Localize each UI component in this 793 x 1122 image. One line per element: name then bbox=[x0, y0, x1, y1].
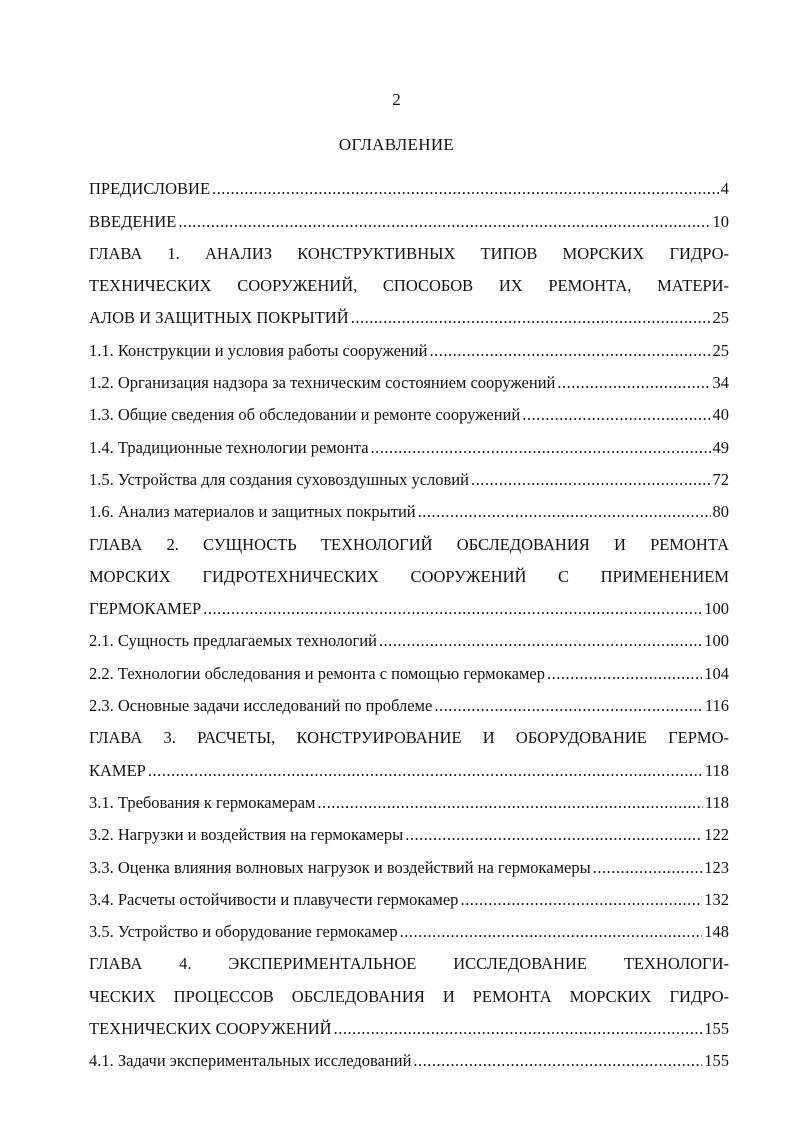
toc-page-number: 34 bbox=[712, 373, 729, 393]
toc-dot-leader bbox=[522, 404, 710, 426]
toc-title: ОГЛАВЛЕНИЕ bbox=[338, 135, 455, 154]
toc-page-number: 155 bbox=[704, 1019, 729, 1039]
toc-entry-title: АЛОВ И ЗАЩИТНЫХ ПОКРЫТИЙ bbox=[89, 308, 349, 328]
toc-entry bbox=[89, 1040, 729, 1072]
toc-entry bbox=[89, 523, 729, 555]
toc-dot-leader bbox=[334, 1018, 703, 1040]
table-of-contents bbox=[89, 168, 729, 1072]
page-number: 2 bbox=[392, 90, 401, 109]
toc-entry-title: 2.2. Технологии обследования и ремонта с помощью гермокамер bbox=[89, 663, 545, 683]
toc-entry-title: 3.5. Устройство и оборудование гермокамер bbox=[89, 922, 398, 942]
toc-entry-title: ГЛАВА 2. СУЩНОСТЬ ТЕХНОЛОГИЙ ОБСЛЕДОВАНИЯ И РЕМОНТА bbox=[89, 534, 729, 554]
toc-entry-title: ГЛАВА 3. РАСЧЕТЫ, КОНСТРУИРОВАНИЕ И ОБОРУДОВАНИЕ ГЕРМО- bbox=[89, 728, 729, 748]
toc-page-number: 100 bbox=[704, 599, 729, 619]
toc-page-number: 25 bbox=[712, 340, 729, 360]
toc-entry bbox=[89, 879, 729, 911]
toc-dot-leader bbox=[557, 372, 710, 394]
toc-entry-title: ТЕХНИЧЕСКИХ СООРУЖЕНИЙ bbox=[89, 1019, 332, 1039]
toc-entry-title: 1.6. Анализ материалов и защитных покрытий bbox=[89, 502, 416, 522]
toc-entry bbox=[89, 588, 729, 620]
toc-entry-title: 1.3. Общие сведения об обследовании и ремонте сооружений bbox=[89, 405, 521, 425]
toc-page-number: 116 bbox=[704, 696, 729, 716]
toc-entry-title: 3.2. Нагрузки и воздействия на гермокамеры bbox=[89, 825, 404, 845]
toc-page-number: 10 bbox=[712, 211, 729, 231]
toc-dot-leader bbox=[148, 760, 703, 782]
toc-entry-title: ЧЕСКИХ ПРОЦЕССОВ ОБСЛЕДОВАНИЯ И РЕМОНТА МОРСКИХ ГИДРО- bbox=[89, 986, 729, 1006]
toc-entry bbox=[89, 233, 729, 265]
toc-entry-title: 3.3. Оценка влияния волновых нагрузок и воздействий на гермокамеры bbox=[89, 857, 591, 877]
toc-dot-leader bbox=[547, 663, 702, 685]
toc-entry bbox=[89, 1008, 729, 1040]
toc-dot-leader bbox=[203, 598, 702, 620]
toc-entry-title: КАМЕР bbox=[89, 760, 146, 780]
toc-entry bbox=[89, 911, 729, 943]
toc-entry-title: ГЛАВА 1. АНАЛИЗ КОНСТРУКТИВНЫХ ТИПОВ МОРСКИХ ГИДРО- bbox=[89, 243, 729, 263]
toc-dot-leader bbox=[379, 630, 702, 652]
toc-entry bbox=[89, 749, 729, 781]
toc-entry bbox=[89, 362, 729, 394]
toc-entry-title: ГЛАВА 4. ЭКСПЕРИМЕНТАЛЬНОЕ ИССЛЕДОВАНИЕ ТЕХНОЛОГИ- bbox=[89, 954, 729, 974]
toc-entry-title: ПРЕДИСЛОВИЕ bbox=[89, 179, 211, 199]
toc-entry bbox=[89, 943, 729, 975]
toc-entry-title: 4.1. Задачи экспериментальных исследований bbox=[89, 1051, 412, 1071]
toc-entry bbox=[89, 426, 729, 458]
toc-entry bbox=[89, 297, 729, 329]
toc-dot-leader bbox=[371, 437, 711, 459]
toc-entry bbox=[89, 200, 729, 232]
toc-dot-leader bbox=[178, 211, 710, 233]
toc-page-number: 118 bbox=[704, 760, 729, 780]
toc-dot-leader bbox=[418, 501, 711, 523]
toc-page-number: 104 bbox=[704, 663, 729, 683]
toc-page-number: 123 bbox=[704, 857, 729, 877]
toc-page-number: 122 bbox=[704, 825, 729, 845]
toc-entry-title: 1.5. Устройства для создания суховоздушных условий bbox=[89, 469, 469, 489]
toc-entry-title: 2.3. Основные задачи исследований по проблеме bbox=[89, 696, 433, 716]
toc-dot-leader bbox=[593, 857, 703, 879]
toc-dot-leader bbox=[400, 921, 703, 943]
toc-dot-leader bbox=[317, 792, 702, 814]
toc-entry-title: 1.4. Традиционные технологии ремонта bbox=[89, 437, 369, 457]
toc-entry bbox=[89, 814, 729, 846]
toc-entry-title: 1.1. Конструкции и условия работы сооружений bbox=[89, 340, 428, 360]
toc-entry-title: ГЕРМОКАМЕР bbox=[89, 599, 202, 619]
toc-entry bbox=[89, 394, 729, 426]
toc-dot-leader bbox=[405, 824, 702, 846]
toc-entry bbox=[89, 717, 729, 749]
toc-entry bbox=[89, 620, 729, 652]
toc-dot-leader bbox=[351, 307, 711, 329]
toc-dot-leader bbox=[434, 695, 703, 717]
toc-dot-leader bbox=[460, 889, 702, 911]
toc-page-number: 148 bbox=[704, 922, 729, 942]
toc-page-number: 80 bbox=[712, 502, 729, 522]
toc-entry-title: 1.2. Организация надзора за техническим состоянием сооружений bbox=[89, 373, 556, 393]
toc-dot-leader bbox=[471, 469, 711, 491]
toc-entry bbox=[89, 975, 729, 1007]
toc-page-number: 100 bbox=[704, 631, 729, 651]
toc-entry bbox=[89, 265, 729, 297]
toc-entry bbox=[89, 168, 729, 200]
toc-entry-title: ТЕХНИЧЕСКИХ СООРУЖЕНИЙ, СПОСОБОВ ИХ РЕМОНТА, МАТЕРИ- bbox=[89, 276, 729, 296]
toc-entry bbox=[89, 491, 729, 523]
toc-entry bbox=[89, 459, 729, 491]
toc-entry-title: 3.4. Расчеты остойчивости и плавучести гермокамер bbox=[89, 889, 459, 909]
toc-entry bbox=[89, 685, 729, 717]
toc-page-number: 49 bbox=[712, 437, 729, 457]
toc-entry-title: ВВЕДЕНИЕ bbox=[89, 211, 177, 231]
toc-entry bbox=[89, 652, 729, 684]
toc-page-number: 40 bbox=[712, 405, 729, 425]
toc-dot-leader bbox=[429, 340, 710, 362]
toc-page-number: 25 bbox=[712, 308, 729, 328]
toc-entry-title: 3.1. Требования к гермокамерам bbox=[89, 792, 316, 812]
toc-page-number: 155 bbox=[704, 1051, 729, 1071]
toc-dot-leader bbox=[413, 1050, 702, 1072]
toc-entry-title: МОРСКИХ ГИДРОТЕХНИЧЕСКИХ СООРУЖЕНИЙ С ПРИМЕНЕНИЕМ bbox=[89, 566, 729, 586]
toc-entry bbox=[89, 329, 729, 361]
toc-page-number: 4 bbox=[720, 179, 729, 199]
toc-entry bbox=[89, 846, 729, 878]
toc-page-number: 72 bbox=[712, 469, 729, 489]
toc-entry bbox=[89, 782, 729, 814]
toc-entry-title: 2.1. Сущность предлагаемых технологий bbox=[89, 631, 377, 651]
toc-page-number: 118 bbox=[704, 792, 729, 812]
toc-page-number: 132 bbox=[704, 889, 729, 909]
toc-entry bbox=[89, 556, 729, 588]
toc-dot-leader bbox=[212, 178, 719, 200]
